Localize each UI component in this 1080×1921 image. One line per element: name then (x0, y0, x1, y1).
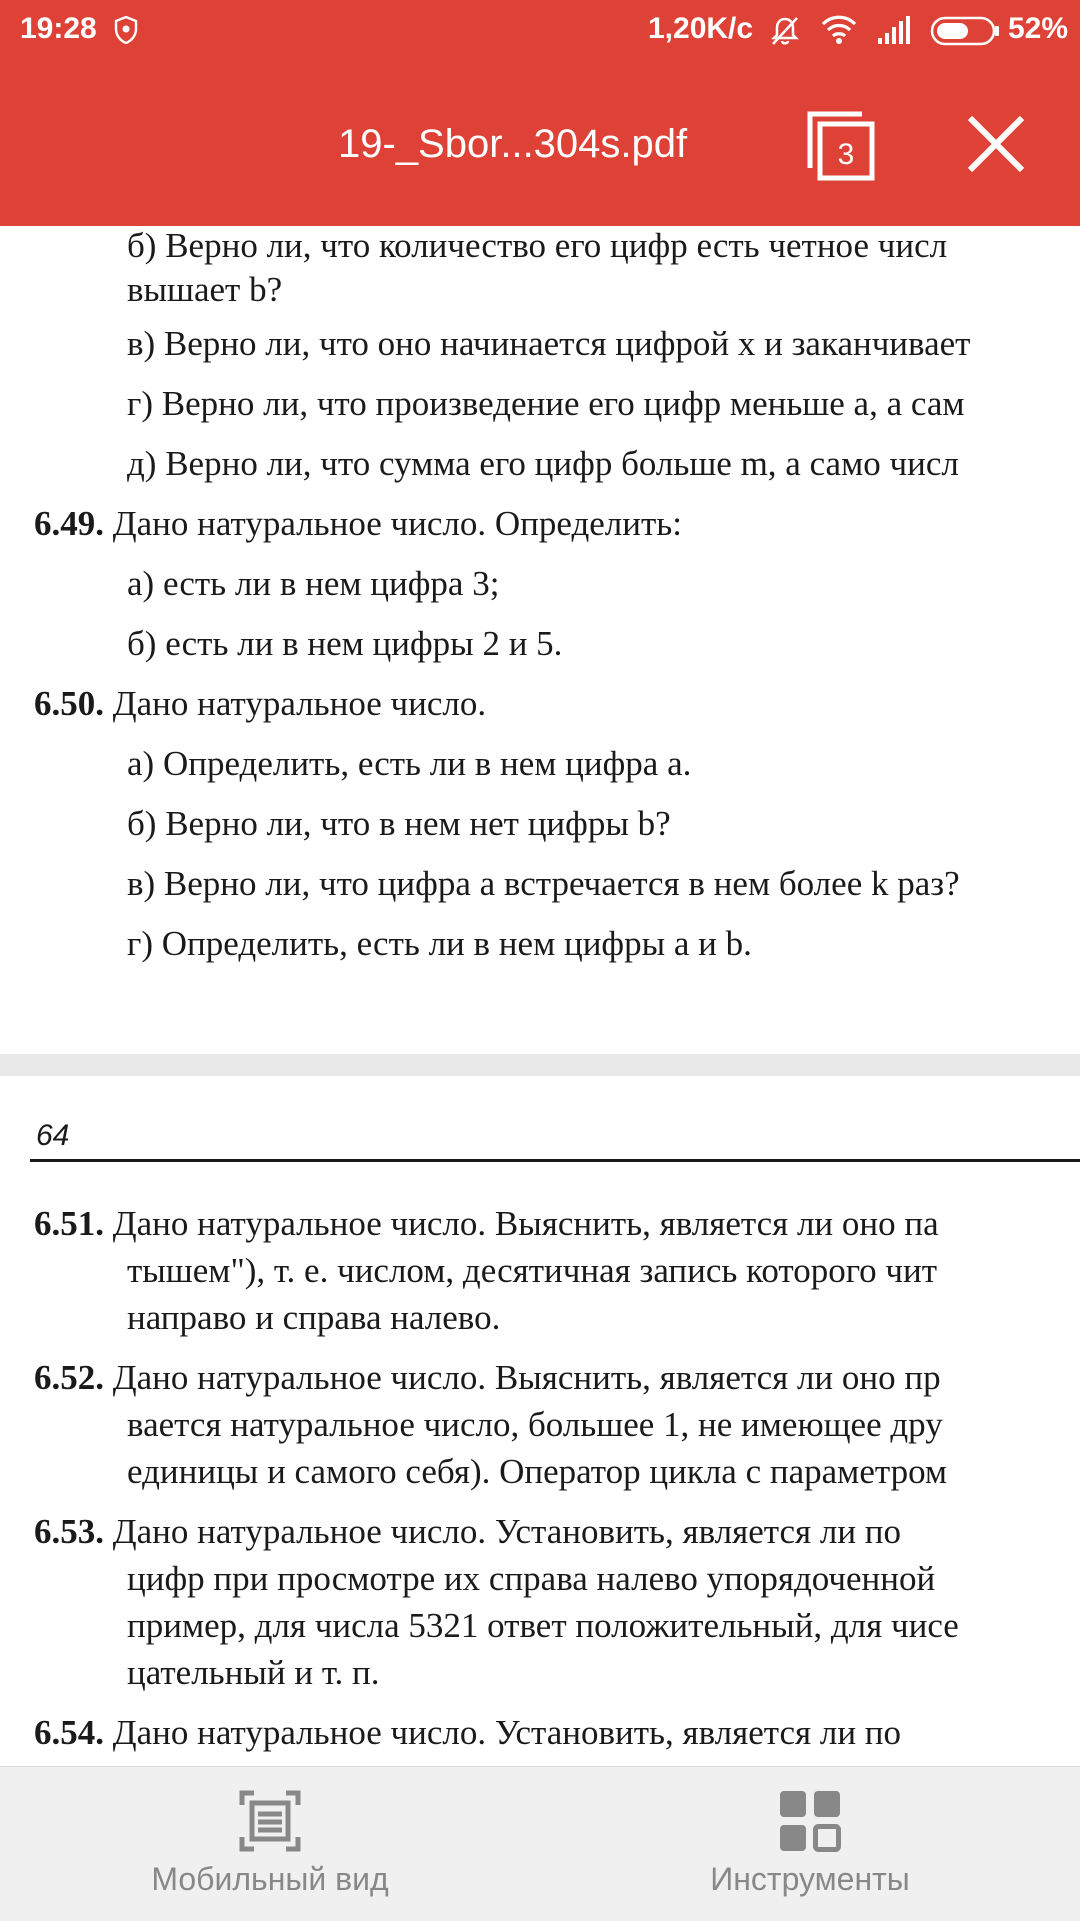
problem-line: 6.53. Дано натуральное число. Установить, является ли по (34, 1512, 902, 1551)
text-line: г) Определить, есть ли в нем цифры a и b. (127, 924, 752, 963)
problem-line: 6.52. Дано натуральное число. Выяснить, является ли оно пр (34, 1358, 941, 1397)
text-line: пример, для числа 5321 ответ положительный, для чисе (127, 1606, 959, 1645)
bottom-toolbar (0, 1766, 1080, 1921)
text-line: цательный и т. п. (127, 1653, 380, 1692)
problem-number: 6.49. (34, 504, 104, 543)
problem-number: 6.54. (34, 1713, 104, 1752)
text-line: а) Определить, есть ли в нем цифра a. (127, 744, 692, 783)
problem-line: 6.50. Дано натуральное число. (34, 684, 487, 723)
pages-button[interactable] (806, 110, 876, 182)
text-line: вышает b? (127, 270, 283, 309)
battery-percent: 52% (1008, 12, 1069, 45)
document-title: 19-_Sbor...304s.pdf (338, 122, 688, 166)
page-separator (0, 1054, 1080, 1076)
page-header-rule (30, 1159, 1080, 1162)
text-line: в) Верно ли, что цифра a встречается в нем более k раз? (127, 864, 960, 903)
problem-line: 6.54. Дано натуральное число. Установить, является ли по (34, 1713, 902, 1752)
text-line: в) Верно ли, что оно начинается цифрой x и заканчивает (127, 324, 971, 363)
problem-number: 6.50. (34, 684, 104, 723)
status-time: 19:28 (20, 12, 97, 45)
text-line: единицы и самого себя). Оператор цикла с параметром (127, 1452, 948, 1491)
mobile-view-label: Мобильный вид (151, 1861, 389, 1897)
pdf-viewer[interactable] (0, 226, 1080, 1766)
text-line: а) есть ли в нем цифра 3; (127, 564, 500, 603)
text-line: д) Верно ли, что сумма его цифр больше m, а само числ (127, 444, 959, 483)
tools-grid-icon (778, 1789, 842, 1853)
signal-icon (876, 14, 914, 46)
text-line: г) Верно ли, что произведение его цифр меньше a, а сам (127, 384, 965, 423)
mobile-view-button[interactable] (120, 1767, 420, 1921)
mute-bell-icon (768, 14, 802, 48)
tools-label: Инструменты (710, 1861, 910, 1897)
problem-number: 6.53. (34, 1512, 104, 1551)
close-icon (964, 112, 1028, 176)
mobile-view-icon (238, 1789, 302, 1853)
text-line: вается натуральное число, большее 1, не имеющее дру (127, 1405, 943, 1444)
text-line: цифр при просмотре их справа налево упорядоченной (127, 1559, 936, 1598)
close-button[interactable] (964, 112, 1028, 176)
text-line: б) есть ли в нем цифры 2 и 5. (127, 624, 563, 663)
problem-line: 6.49. Дано натуральное число. Определить: (34, 504, 682, 543)
text-line: направо и справа налево. (127, 1298, 501, 1337)
status-bar (0, 0, 1080, 62)
wifi-icon (820, 14, 858, 46)
network-speed: 1,20K/c (648, 12, 754, 45)
battery-icon (930, 16, 1000, 46)
pages-icon (806, 110, 876, 182)
text-line: тышем"), т. е. числом, десятичная запись которого чит (127, 1251, 938, 1290)
problem-number: 6.51. (34, 1204, 104, 1243)
page-number: 64 (36, 1119, 70, 1152)
text-line: б) Верно ли, что в нем нет цифры b? (127, 804, 671, 843)
pages-count: 3 (837, 138, 855, 171)
tools-button[interactable] (660, 1767, 960, 1921)
problem-line: 6.51. Дано натуральное число. Выяснить, является ли оно па (34, 1204, 939, 1243)
shield-icon (114, 16, 138, 44)
text-line: б) Верно ли, что количество его цифр есть четное числ (127, 226, 948, 265)
problem-number: 6.52. (34, 1358, 104, 1397)
app-toolbar (0, 62, 1080, 226)
